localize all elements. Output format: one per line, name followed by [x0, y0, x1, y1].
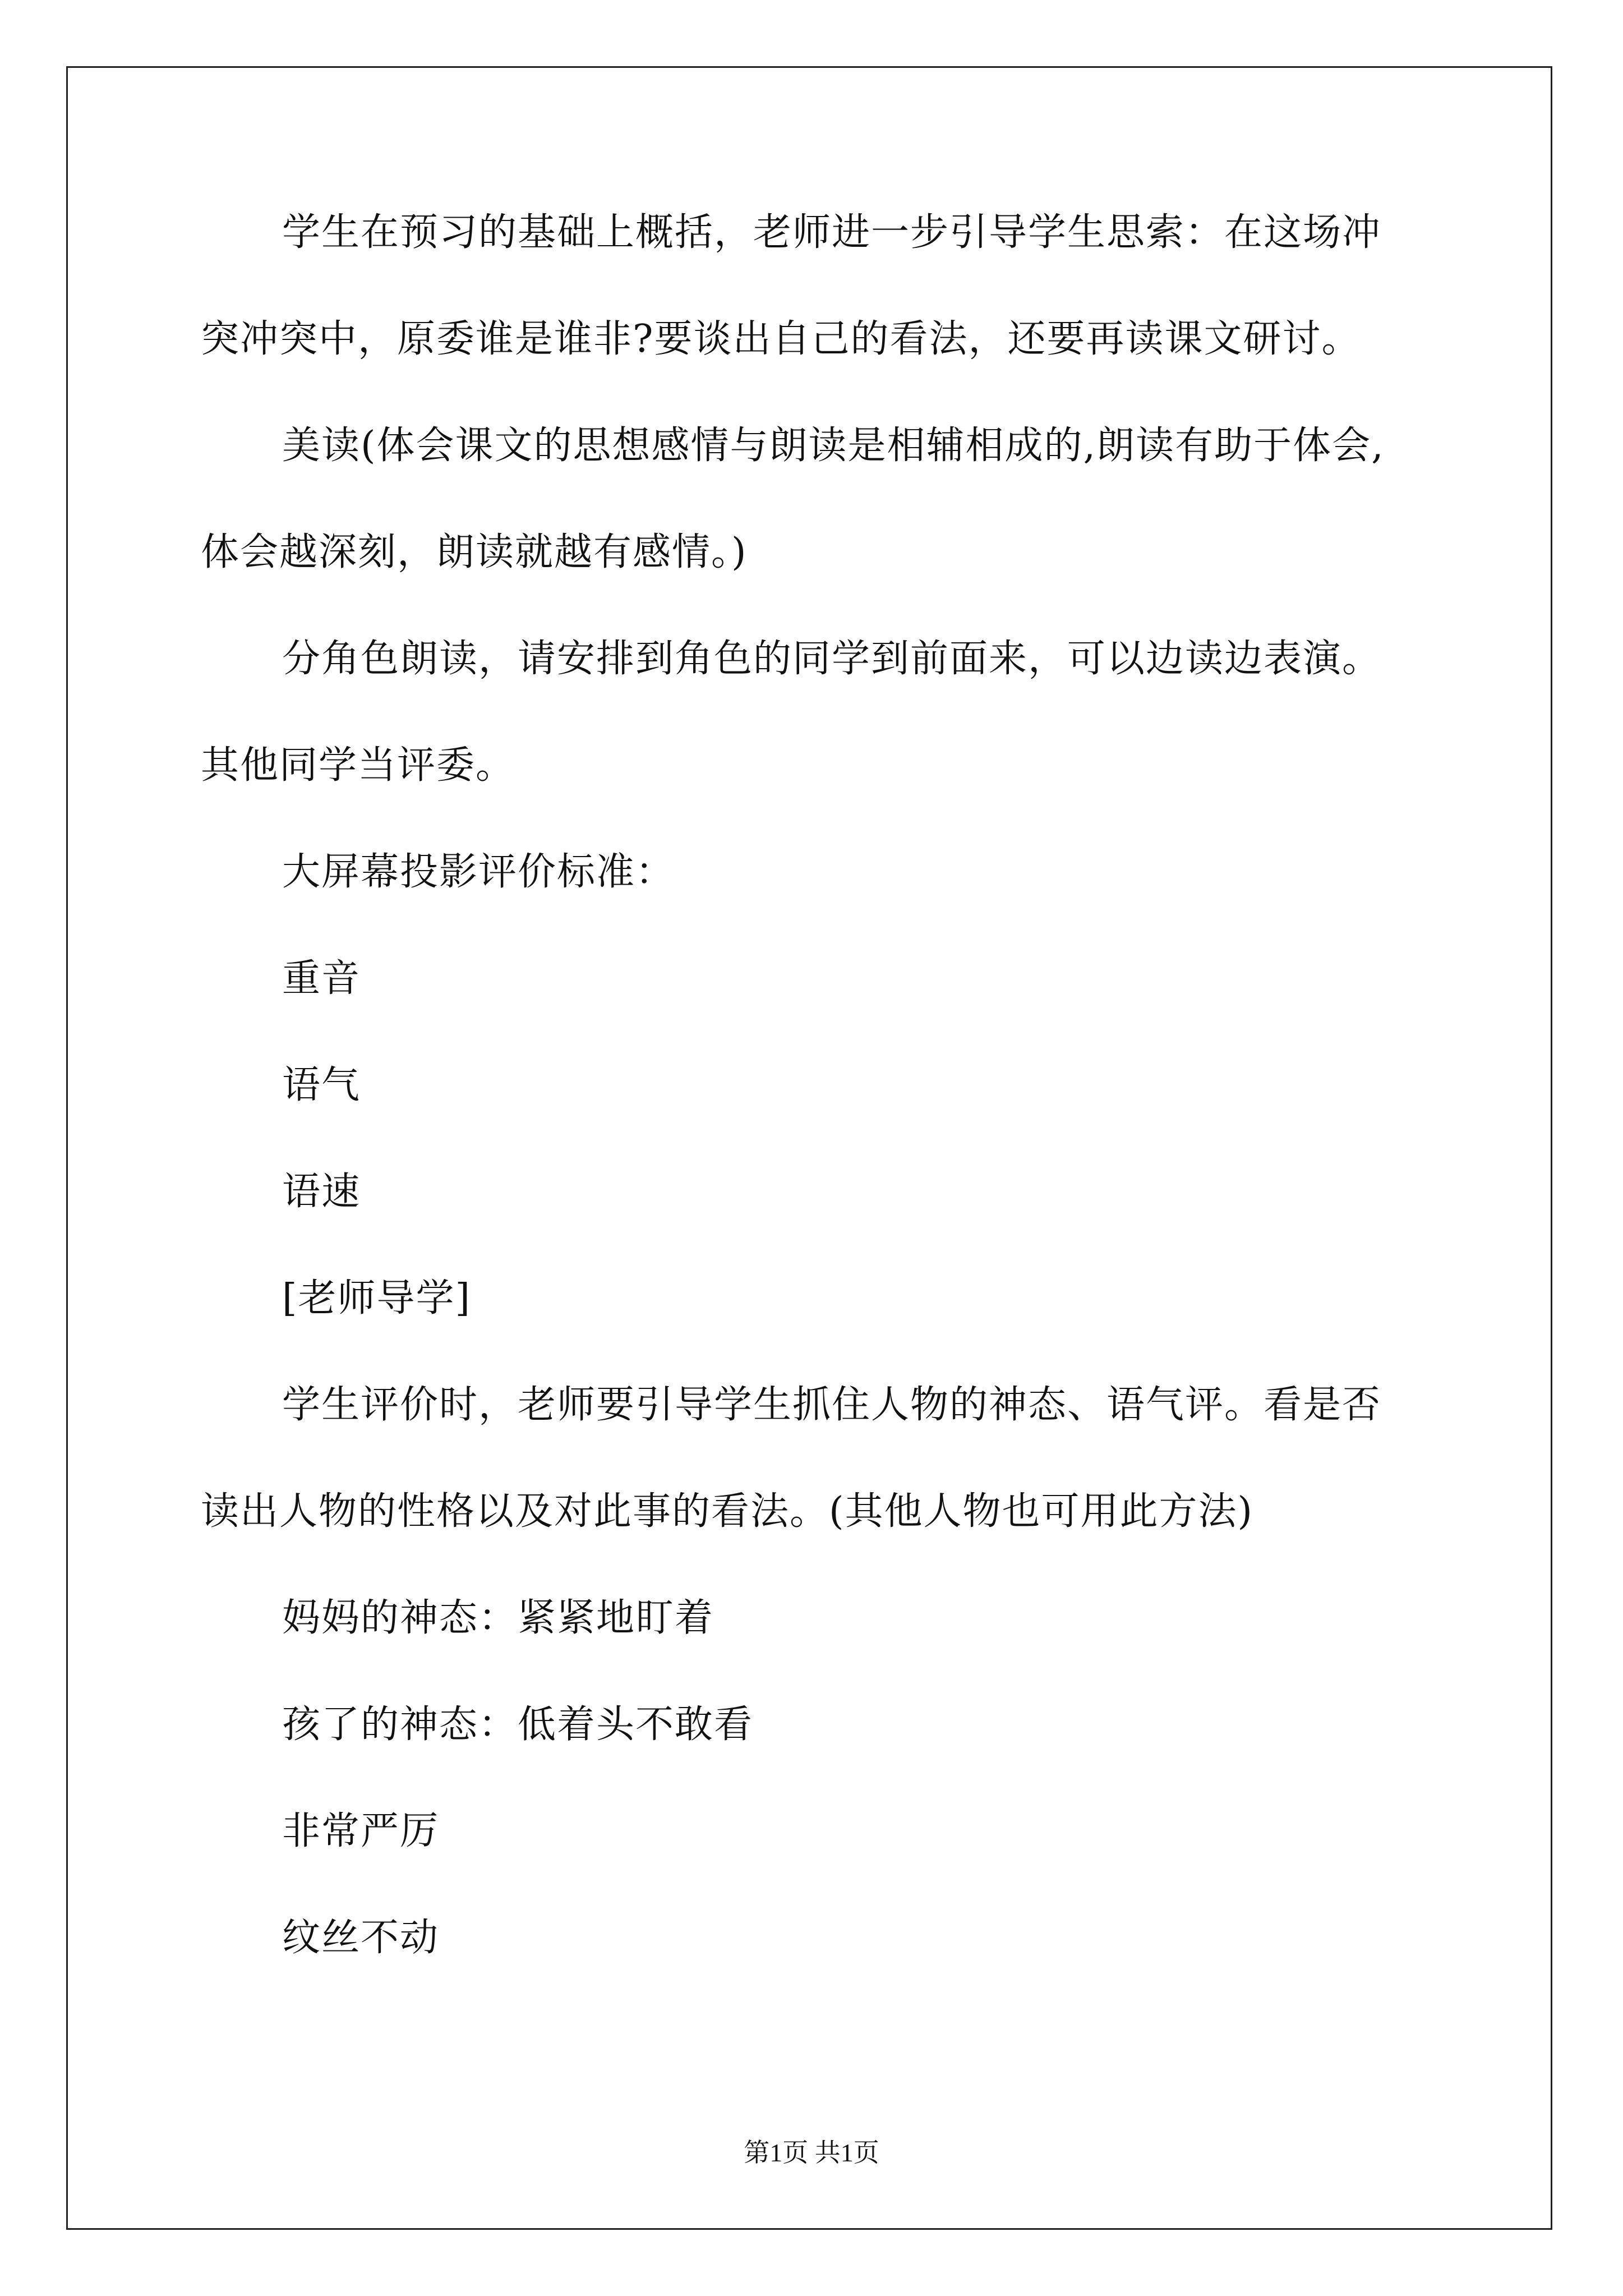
paragraph-line: [老师导学] [282, 1276, 472, 1320]
paragraph-line: 妈妈的神态：紧紧地盯着 [282, 1596, 714, 1640]
paragraph-line: 非常严厉 [282, 1809, 440, 1853]
paragraph-line: 孩了的神态：低着头不敢看 [282, 1703, 754, 1747]
paragraph-line: 突冲突中，原委谁是谁非?要谈出自己的看法，还要再读课文研讨。 [201, 317, 1361, 361]
page-footer: 第1页 共1页 [744, 2138, 879, 2167]
paragraph-line: 重音 [282, 956, 361, 1001]
page-border [66, 66, 1552, 2230]
paragraph-line: 大屏幕投影评价标准： [282, 850, 675, 894]
paragraph-line: 其他同学当评委。 [201, 743, 515, 788]
paragraph-line: 读出人物的性格以及对此事的看法。(其他人物也可用此方法) [201, 1489, 1254, 1534]
paragraph-line: 美读(体会课文的思想感情与朗读是相辅相成的,朗读有助于体会, [282, 424, 1385, 468]
paragraph-line: 分角色朗读，请安排到角色的同学到前面来，可以边读边表演。 [282, 637, 1382, 681]
paragraph-line: 语速 [282, 1170, 361, 1214]
paragraph-line: 学生评价时，老师要引导学生抓住人物的神态、语气评。看是否 [282, 1383, 1382, 1427]
paragraph-line: 纹丝不动 [282, 1916, 440, 1960]
paragraph-line: 体会越深刻，朗读就越有感情。) [201, 530, 748, 574]
paragraph-line: 学生在预习的基础上概括，老师进一步引导学生思索：在这场冲 [282, 210, 1382, 255]
paragraph-line: 语气 [282, 1063, 361, 1107]
